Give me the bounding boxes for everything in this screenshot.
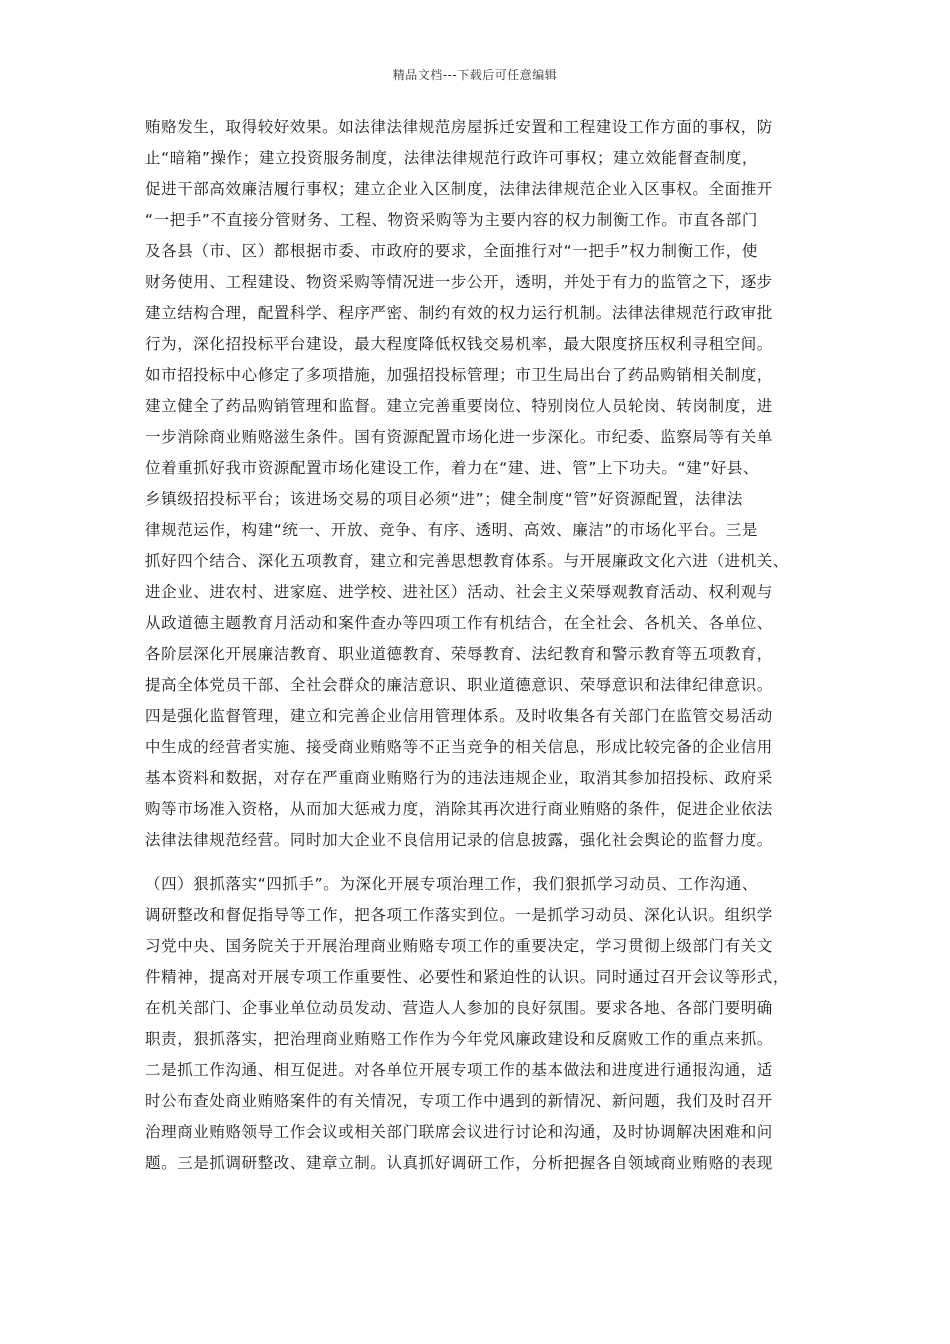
text-line: 财务使用、工程建设、物资采购等情况进一步公开，透明，并处于有力的监管之下，逐步	[145, 273, 773, 291]
text-line: 法律法律规范经营。同时加大企业不良信用记录的信息披露，强化社会舆论的监督力度。	[145, 831, 773, 849]
text-line: 各阶层深化开展廉洁教育、职业道德教育、荣辱教育、法纪教育和警示教育等五项教育，	[145, 645, 773, 663]
text-line: 抓好四个结合、深化五项教育，建立和完善思想教育体系。与开展廉政文化六进（进机关、	[145, 552, 790, 570]
text-line: 位着重抓好我市资源配置市场化建设工作，着力在“建、进、管”上下功夫。“建”好县、	[145, 459, 760, 477]
text-line: 止“暗箱”操作；建立投资服务制度，法律法律规范行政许可事权；建立效能督查制度，	[145, 149, 758, 167]
text-line: 中生成的经营者实施、接受商业贿赂等不正当竞争的相关信息，形成比较完备的企业信用	[145, 738, 773, 756]
text-line: 治理商业贿赂领导工作会议或相关部门联席会议进行讨论和沟通，及时协调解决困难和问	[145, 1123, 773, 1141]
document-body	[145, 112, 805, 1179]
text-line: 在机关部门、企事业单位动员发动、营造人人参加的良好氛围。要求各地、各部门要明确	[145, 999, 773, 1017]
text-line: 及各县（市、区）都根据市委、市政府的要求，全面推行对“一把手”权力制衡工作，使	[145, 242, 758, 260]
text-line: 如市招投标中心修定了多项措施，加强招投标管理；市卫生局出台了药品购销相关制度，	[145, 366, 773, 384]
text-line: 调研整改和督促指导等工作，把各项工作落实到位。一是抓学习动员、深化认识。组织学	[145, 906, 773, 924]
text-line: 提高全体党员干部、全社会群众的廉洁意识、职业道德意识、荣辱意识和法律纪律意识。	[145, 676, 773, 694]
text-line: 贿赂发生，取得较好效果。如法律法律规范房屋拆迁安置和工程建设工作方面的事权，防	[145, 118, 773, 136]
text-line: 建立结构合理，配置科学、程序严密、制约有效的权力运行机制。法律法律规范行政审批	[145, 304, 773, 322]
text-line: 乡镇级招投标平台；该进场交易的项目必须“进”；健全制度“管”好资源配置，法律法	[145, 490, 744, 508]
text-line: 一步消除商业贿赂滋生条件。国有资源配置市场化进一步深化。市纪委、监察局等有关单	[145, 428, 773, 446]
text-line: 行为，深化招投标平台建设，最大程度降低权钱交易机率，最大限度挤压权利寻租空间。	[145, 335, 773, 353]
text-line: 时公布查处商业贿赂案件的有关情况，专项工作中遇到的新情况、新问题，我们及时召开	[145, 1092, 773, 1110]
text-line: （四）狠抓落实“四抓手”。为深化开展专项治理工作，我们狠抓学习动员、工作沟通、	[145, 875, 758, 893]
text-line: 从政道德主题教育月活动和案件查办等四项工作有机结合，在全社会、各机关、各单位、	[145, 614, 773, 632]
paragraph-2	[145, 869, 805, 1179]
text-line: 建立健全了药品购销管理和监督。建立完善重要岗位、特别岗位人员轮岗、转岗制度，进	[145, 397, 773, 415]
paragraph-gap	[145, 856, 805, 869]
text-line: 二是抓工作沟通、相互促进。对各单位开展专项工作的基本做法和进度进行通报沟通，适	[145, 1061, 773, 1079]
text-line: 进企业、进农村、进家庭、进学校、进社区）活动、社会主义荣辱观教育活动、权利观与	[145, 583, 773, 601]
text-line: 四是强化监督管理，建立和完善企业信用管理体系。及时收集各有关部门在监管交易活动	[145, 707, 773, 725]
text-line: 律规范运作，构建“统一、开放、竞争、有序、透明、高效、廉洁”的市场化平台。三是	[145, 521, 758, 539]
text-line: 习党中央、国务院关于开展治理商业贿赂专项工作的重要决定，学习贯彻上级部门有关文	[145, 937, 773, 955]
page-header: 精品文档---下载后可任意编辑	[392, 68, 558, 82]
text-line: 件精神，提高对开展专项工作重要性、必要性和紧迫性的认识。同时通过召开会议等形式，	[145, 968, 790, 986]
text-line: 促进干部高效廉洁履行事权；建立企业入区制度，法律法律规范企业入区事权。全面推开	[145, 180, 773, 198]
text-line: 题。三是抓调研整改、建章立制。认真抓好调研工作，分析把握各自领域商业贿赂的表现	[145, 1154, 773, 1172]
text-line: 职责，狠抓落实，把治理商业贿赂工作作为今年党风廉政建设和反腐败工作的重点来抓。	[145, 1030, 773, 1048]
text-line: 基本资料和数据，对存在严重商业贿赂行为的违法违规企业，取消其参加招投标、政府采	[145, 769, 773, 787]
text-line: 购等市场准入资格，从而加大惩戒力度，消除其再次进行商业贿赂的条件，促进企业依法	[145, 800, 773, 818]
text-line: “一把手”不直接分管财务、工程、物资采购等为主要内容的权力制衡工作。市直各部门	[145, 211, 758, 229]
paragraph-1	[145, 112, 805, 856]
